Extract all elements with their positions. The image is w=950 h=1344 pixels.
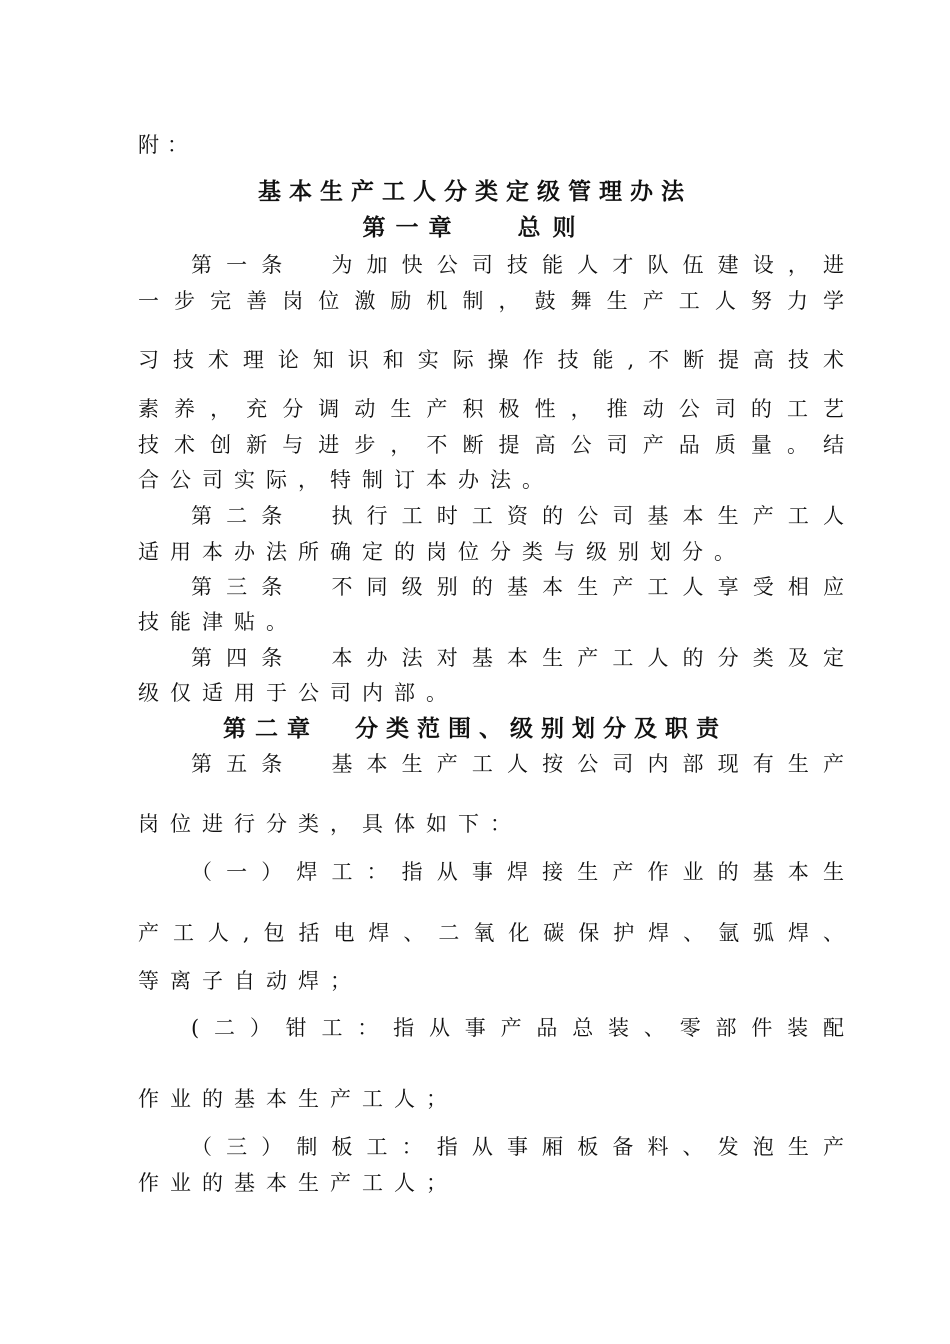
item-2-line-2: 作业的基本生产工人；	[138, 1087, 458, 1111]
article-4-line-1: 第四条 本办法对基本生产工人的分类及定	[191, 646, 844, 670]
article-2-line-1: 第二条 执行工时工资的公司基本生产工人	[191, 504, 844, 528]
chapter-2-name: 分类范围、级别划分及职责	[355, 716, 727, 742]
article-1-line-2: 一步完善岗位激励机制，鼓舞生产工人努力学	[138, 289, 844, 313]
chapter-1-heading	[0, 214, 950, 242]
document-title: 基本生产工人分类定级管理办法	[258, 179, 692, 205]
attachment-label: 附：	[138, 133, 196, 157]
chapter-1-label: 第一章	[362, 215, 462, 241]
chapter-2-label: 第二章	[223, 716, 319, 742]
article-1-line-4: 素养，充分调动生产积极性，推动公司的工艺	[138, 397, 844, 421]
item-1-line-1: （一）焊工：指从事焊接生产作业的基本生	[191, 860, 844, 884]
article-4-line-2: 级仅适用于公司内部。	[138, 681, 458, 705]
item-1-line-3: 等离子自动焊；	[138, 969, 362, 993]
article-1-line-3: 习技术理论知识和实际操作技能,不断提高技术	[138, 348, 844, 372]
chapter-1-name: 总则	[517, 215, 588, 241]
item-3-line-2: 作业的基本生产工人；	[138, 1171, 458, 1195]
article-1-line-6: 合公司实际，特制订本办法。	[138, 468, 554, 492]
item-1-line-2: 产工人,包括电焊、二氧化碳保护焊、氩弧焊、	[138, 921, 844, 945]
article-3-line-2: 技能津贴。	[138, 610, 298, 634]
article-3-line-1: 第三条 不同级别的基本生产工人享受相应	[191, 575, 844, 599]
article-5-line-1: 第五条 基本生产工人按公司内部现有生产	[191, 752, 844, 776]
chapter-2-heading	[0, 715, 950, 743]
item-2-line-1: (二）钳工：指从事产品总装、零部件装配	[191, 1016, 844, 1040]
item-3-line-1: （三）制板工：指从事厢板备料、发泡生产	[191, 1135, 844, 1159]
article-2-line-2: 适用本办法所确定的岗位分类与级别划分。	[138, 540, 746, 564]
article-5-line-2: 岗位进行分类，具体如下：	[138, 812, 522, 836]
article-1-line-5: 技术创新与进步，不断提高公司产品质量。结	[138, 433, 844, 457]
article-1-line-1: 第一条 为加快公司技能人才队伍建设，进	[191, 253, 844, 277]
